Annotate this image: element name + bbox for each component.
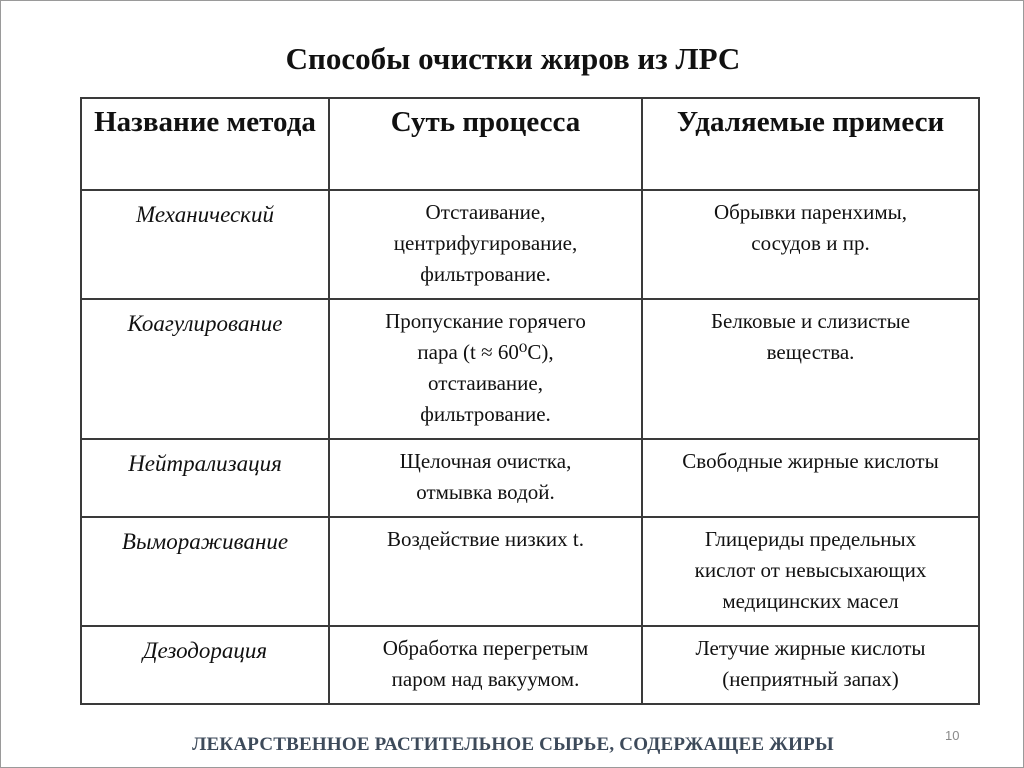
header-process: Суть процесса [329,98,642,190]
impurities-line: Обрывки паренхимы, [713,200,908,224]
process-line: Щелочная очистка, [399,449,572,473]
table-row [81,299,979,439]
impurities-cell [642,517,979,626]
method-cell [81,517,329,626]
method-name: Коагулирование [127,311,283,336]
process-cell [329,517,642,626]
method-name: Вымораживание [121,529,289,554]
method-name: Дезодорация [142,638,268,663]
impurities-line: медицинских масел [722,589,899,613]
method-cell [81,299,329,439]
process-line: отмывка водой. [416,480,555,504]
impurities-line: вещества. [766,340,855,364]
impurities-line: Глицериды предельных [704,527,917,551]
process-cell [329,299,642,439]
impurities-line: Летучие жирные кислоты [695,636,926,660]
methods-table [80,97,980,705]
table-header-row [81,98,979,190]
process-line: Воздействие низких t. [387,527,584,551]
table-row [81,626,979,704]
impurities-cell [642,190,979,299]
header-impurities: Удаляемые примеси [642,98,979,190]
process-line: фильтрование. [420,262,551,286]
process-cell [329,626,642,704]
method-cell [81,190,329,299]
page-title: Способы очистки жиров из ЛРС [285,41,741,76]
header-method: Название метода [81,98,329,190]
process-cell [329,439,642,517]
footer-text: ЛЕКАРСТВЕННОЕ РАСТИТЕЛЬНОЕ СЫРЬЕ, СОДЕРЖАЩЕЕ ЖИРЫ [192,734,834,755]
process-line: фильтрование. [420,402,551,426]
process-line: Обработка перегретым [382,636,589,660]
page-number: 10 [945,728,960,743]
method-name: Нейтрализация [128,451,282,476]
impurities-line: кислот от невысыхающих [694,558,927,582]
process-line: пара (t ≈ 60⁰С), [417,340,554,364]
impurities-line: (неприятный запах) [722,667,899,691]
impurities-line: Свободные жирные кислоты [682,449,939,473]
impurities-line: сосудов и пр. [751,231,870,255]
impurities-line: Белковые и слизистые [710,309,911,333]
process-cell [329,190,642,299]
method-name: Механический [136,202,274,227]
method-cell [81,626,329,704]
table-row [81,517,979,626]
process-line: отстаивание, [428,371,543,395]
impurities-cell [642,626,979,704]
table-row [81,190,979,299]
process-line: центрифугирование, [393,231,578,255]
process-line: Пропускание горячего [385,309,586,333]
method-cell [81,439,329,517]
impurities-cell [642,439,979,517]
process-line: Отстаивание, [425,200,546,224]
table-row [81,439,979,517]
process-line: паром над вакуумом. [391,667,580,691]
impurities-cell [642,299,979,439]
